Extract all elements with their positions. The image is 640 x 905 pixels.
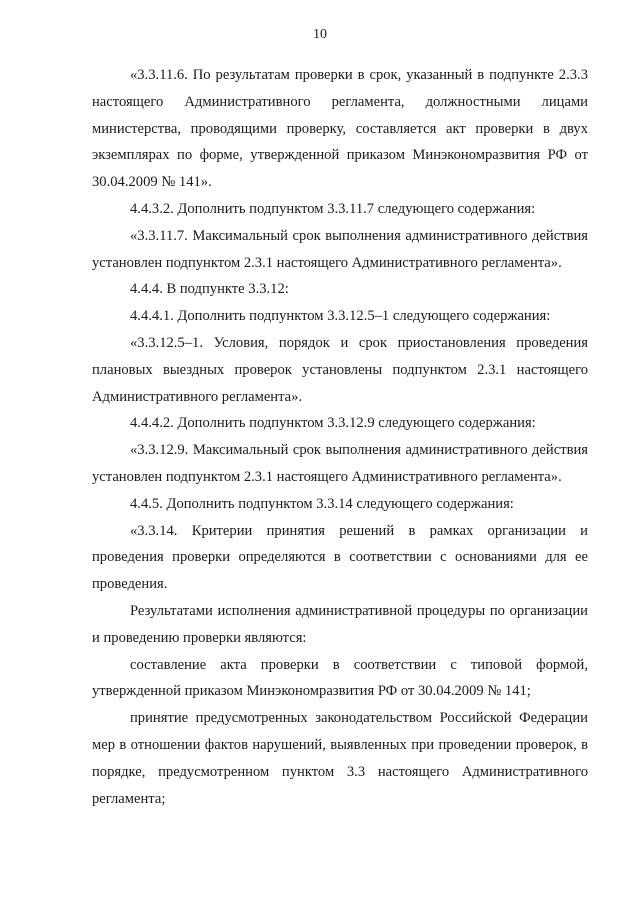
paragraph-3-3-12-9: «3.3.12.9. Максимальный срок выполнения административного действия установлен подпунктом 2.3.1 настоящего Административного регламента». [92, 442, 588, 485]
paragraph-4-4-4-2: 4.4.4.2. Дополнить подпунктом 3.3.12.9 следующего содержания: [130, 415, 536, 432]
paragraph-result-measures: принятие предусмотренных законодательством Российской Федерации мер в отношении фактов нарушений, выявленных при проведении проверок, в порядке, предусмотренном пунктом 3.3 настоящего Административного регламента; [92, 710, 588, 807]
document-body [92, 62, 588, 812]
paragraph-3-3-12-5-1: «3.3.12.5–1. Условия, порядок и срок приостановления проведения плановых выездных проверок установлены подпунктом 2.3.1 настоящего Административного регламента». [92, 334, 588, 405]
paragraph-4-4-4-1: 4.4.4.1. Дополнить подпунктом 3.3.12.5–1 следующего содержания: [130, 308, 551, 325]
paragraph-4-4-5: 4.4.5. Дополнить подпунктом 3.3.14 следующего содержания: [130, 495, 514, 512]
page-number: 10 [313, 27, 327, 42]
paragraph-results-intro: Результатами исполнения административной процедуры по организации и проведению проверки являются: [92, 602, 588, 646]
paragraph-3-3-11-7: «3.3.11.7. Максимальный срок выполнения административного действия установлен подпунктом 2.3.1 настоящего Административного регламента». [92, 227, 588, 271]
paragraph-3-3-14: «3.3.14. Критерии принятия решений в рамках организации и проведения проверки определяются в соответствии с основаниями для ее проведения. [92, 522, 588, 593]
paragraph-3-3-11-6: «3.3.11.6. По результатам проверки в срок, указанный в подпункте 2.3.3 настоящего Административного регламента, должностными лицами министерства, проводящими проверку, составляется акт проверки в двух экземплярах по форме, утвержденной приказом Минэкономразвития РФ от 30.04.2009 № 141». [92, 67, 588, 191]
paragraph-4-4-3-2: 4.4.3.2. Дополнить подпунктом 3.3.11.7 следующего содержания: [130, 200, 536, 217]
paragraph-4-4-4: 4.4.4. В подпункте 3.3.12: [130, 281, 289, 298]
paragraph-result-act: составление акта проверки в соответствии с типовой формой, утвержденной приказом Минэкономразвития РФ от 30.04.2009 № 141; [92, 656, 588, 700]
